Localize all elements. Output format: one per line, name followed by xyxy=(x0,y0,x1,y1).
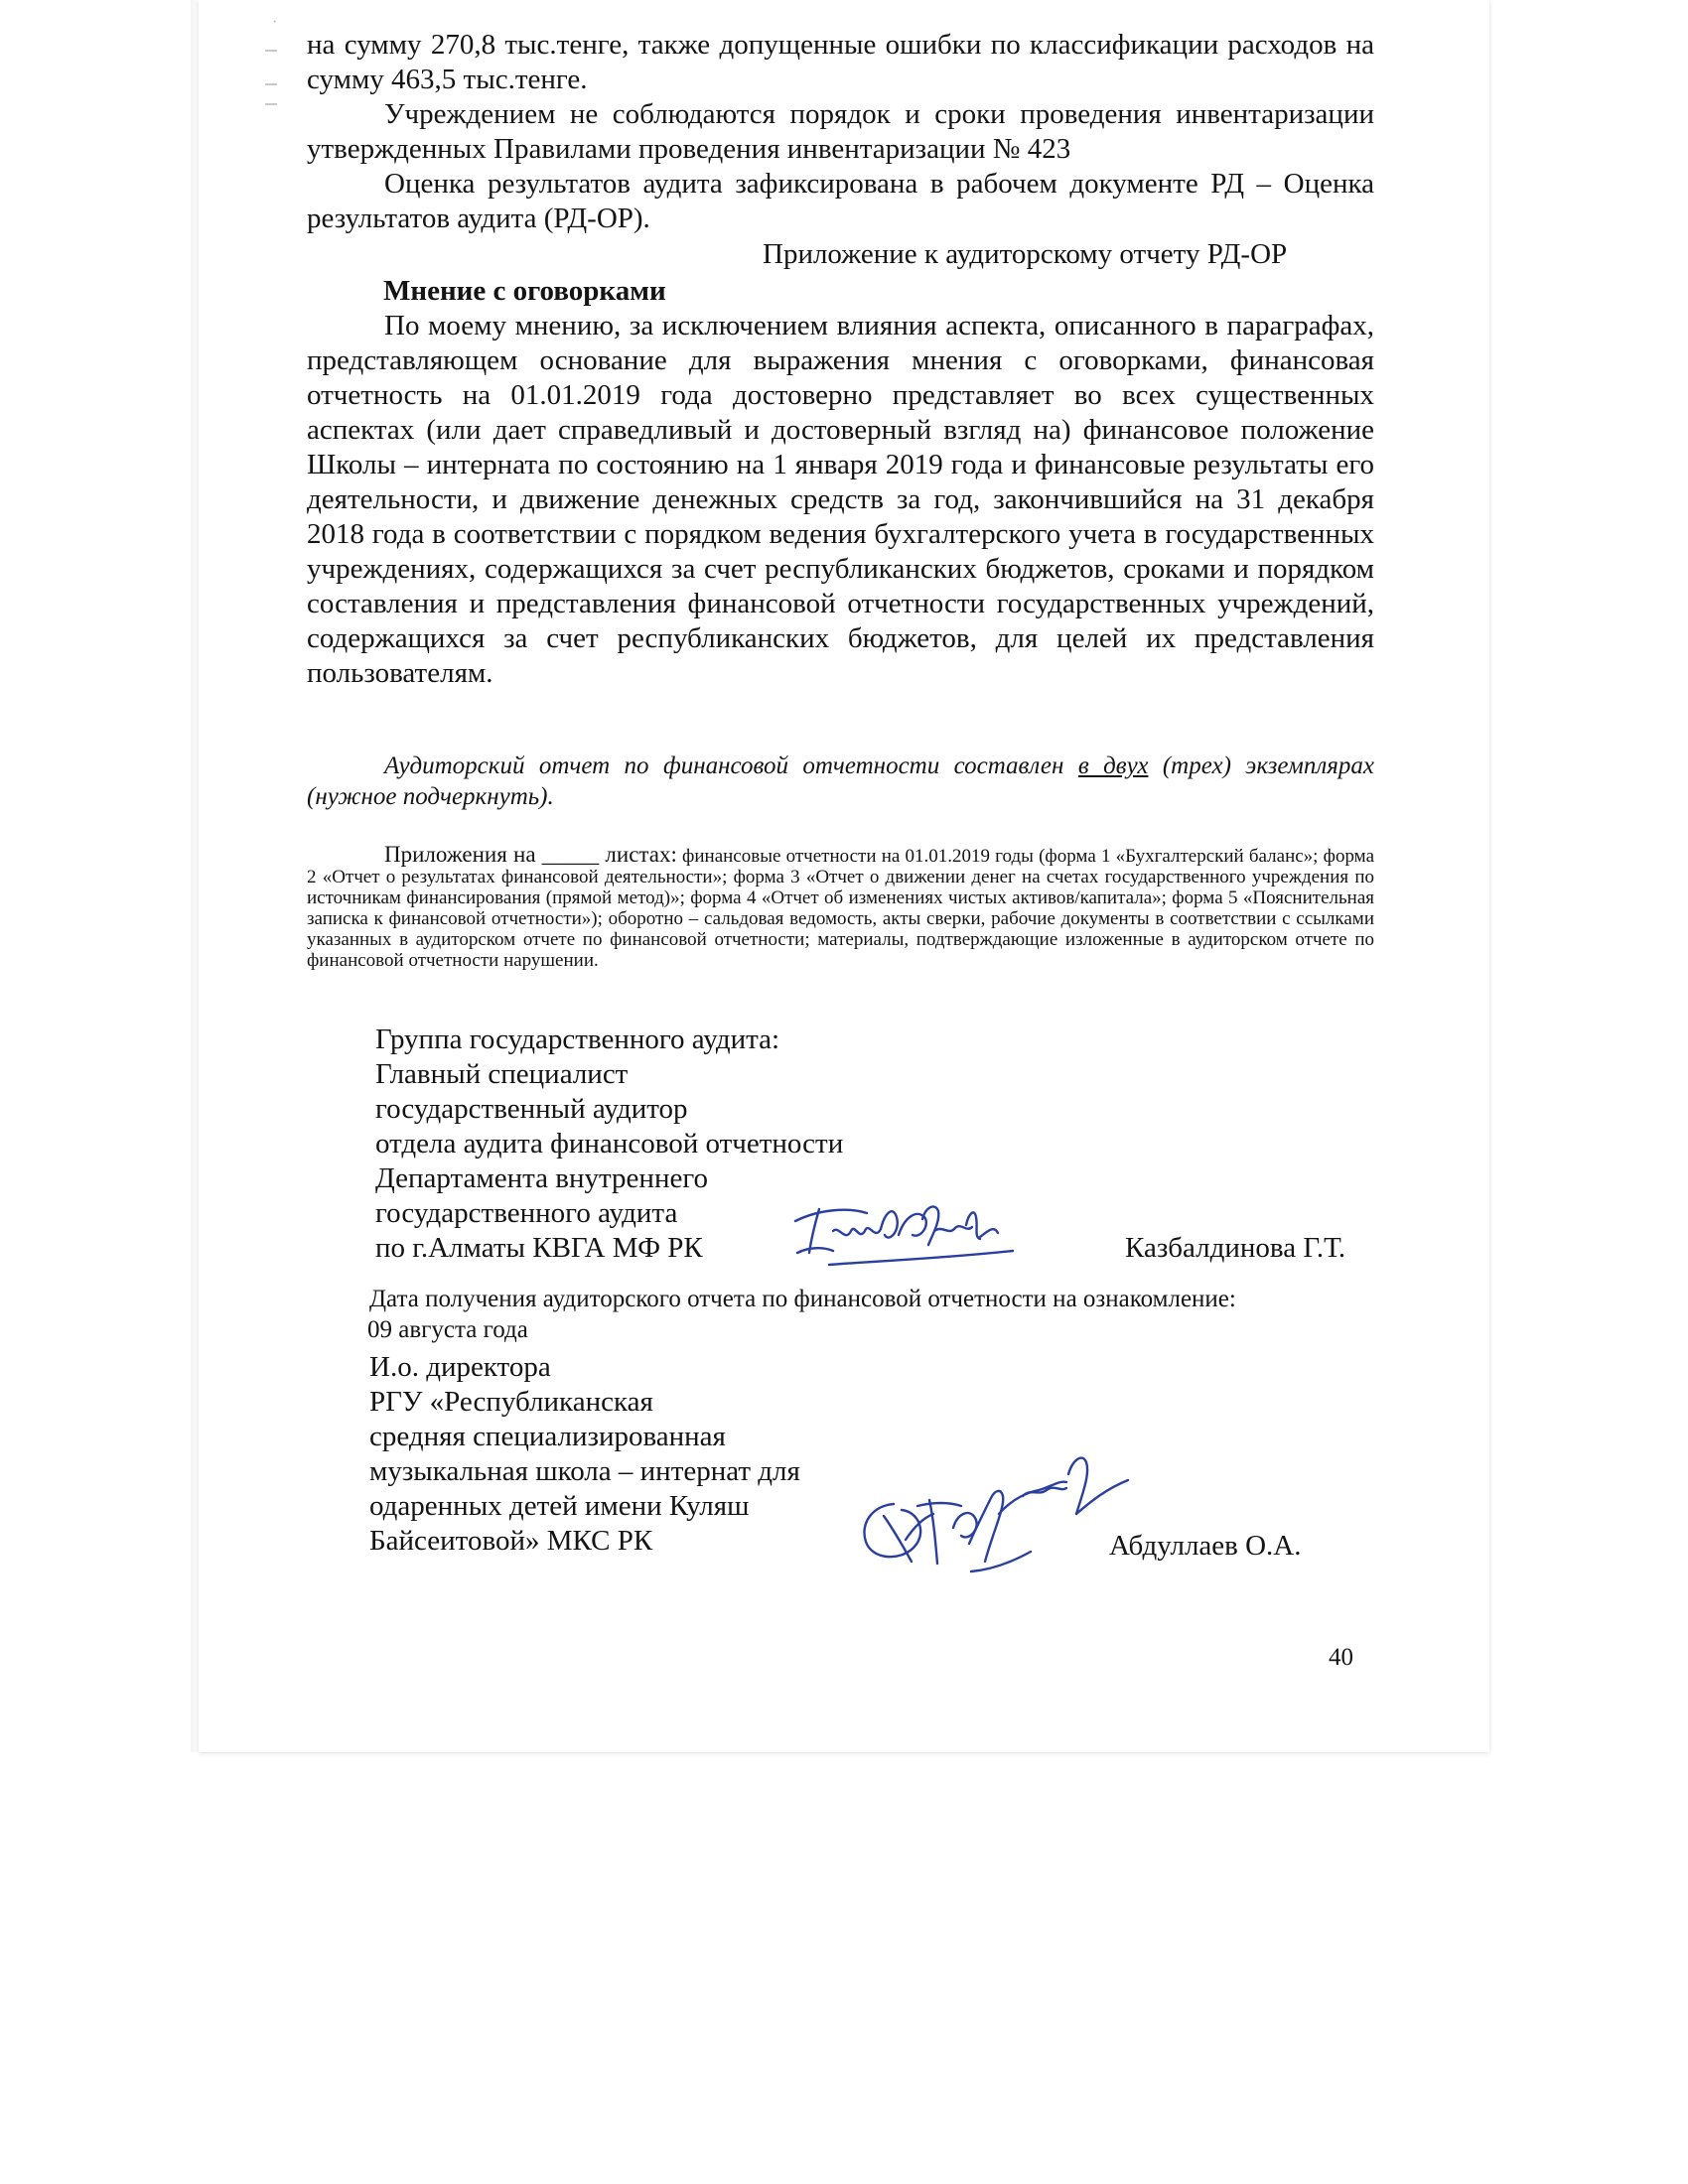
receipt-section xyxy=(369,1284,1236,1345)
director-name: Абдуллаев О.А. xyxy=(1109,1530,1302,1562)
margin-mark xyxy=(265,83,277,85)
opinion-section xyxy=(307,309,1374,691)
attachments-text: финансовые отчетности на 01.01.2019 годы (форма 1 «Бухгалтерский баланс»; форма 2 «Отчет о результатах финансовой деятельности»; форма 3 «Отчет о движении денег на счетах государственного учреждения по источникам финансирования (прямой метод)»; форма 4 «Отчет об изменениях чистых активов/капитала»; форма 5 «Пояснительная записка к финансовой отчетности»); оборотно – сальдовая ведомость, акты сверки, рабочие документы в соответствии с ссылками указанных в аудиторском отчете по финансовой отчетности; материалы, подтверждающие изложенные в аудиторском отчете по финансовой отчетности нарушении. xyxy=(307,846,1375,971)
auditor-line: Главный специалист xyxy=(375,1058,629,1090)
attachments-paragraph xyxy=(307,844,1374,971)
director-line: музыкальная школа – интернат для xyxy=(369,1455,800,1487)
copies-text-end: (трех) экземплярах (нужное подчеркнуть). xyxy=(307,752,1374,810)
director-line: РГУ «Республиканская xyxy=(369,1386,653,1418)
director-line: И.о. директора xyxy=(369,1351,551,1383)
margin-mark: · xyxy=(272,14,278,31)
attachments-lead: Приложения на _____ листах: xyxy=(384,842,677,867)
receipt-date: 09 августа года xyxy=(367,1316,528,1343)
director-line: одаренных детей имени Куляш xyxy=(369,1490,750,1522)
director-signature xyxy=(854,1444,1142,1583)
copies-paragraph xyxy=(307,751,1374,812)
paragraph-assessment: Оценка результатов аудита зафиксирована в рабочем документе РД – Оценка результатов аудита (РД-ОР). xyxy=(307,168,1374,234)
scan-edge xyxy=(191,0,199,1752)
auditor-line: государственного аудита xyxy=(375,1197,678,1229)
auditor-line: отдела аудита финансовой отчетности xyxy=(375,1128,844,1160)
page-number: 40 xyxy=(1329,1644,1353,1671)
attachments-note xyxy=(307,844,1374,971)
receipt-label: Дата получения аудиторского отчета по финансовой отчетности на ознакомление: xyxy=(369,1286,1236,1312)
auditor-line: по г.Алматы КВГА МФ РК xyxy=(375,1232,703,1264)
margin-mark xyxy=(265,50,277,52)
paragraph-opinion: По моему мнению, за исключением влияния аспекта, описанного в параграфах, представляющем основание для выражения мнения с оговорками, финансовая отчетность на 01.01.2019 года достоверно представляет во всех существенных аспектах (или дает справедливый и достоверный взгляд на) финансовое положение Школы – интерната по состоянию на 1 января 2019 года и финансовые результаты его деятельности, и движение денежных средств за год, закончившийся на 31 декабря 2018 года в соответствии с порядком ведения бухгалтерского учета в государственных учреждениях, содержащихся за счет республиканских бюджетов, сроками и порядком составления и представления финансовой отчетности государственных учреждений, содержащихся за счет республиканских бюджетов, для целей их представления пользователям. xyxy=(307,310,1374,689)
margin-mark xyxy=(265,103,277,105)
director-line: Байсеитовой» МКС РК xyxy=(369,1525,653,1557)
director-line: средняя специализированная xyxy=(369,1421,726,1452)
copies-text: Аудиторский отчет по финансовой отчетности составлен xyxy=(384,752,1078,779)
auditor-block xyxy=(375,1023,843,1266)
copies-note xyxy=(307,751,1374,812)
paragraph-inventory: Учреждением не соблюдаются порядок и сроки проведения инвентаризации утвержденных Правилами проведения инвентаризации № 423 xyxy=(307,98,1374,165)
director-block xyxy=(369,1350,800,1559)
body-upper xyxy=(307,28,1374,236)
section-heading: Мнение с оговорками xyxy=(383,275,666,307)
auditor-line: Группа государственного аудита: xyxy=(375,1024,780,1055)
appendix-reference: Приложение к аудиторскому отчету РД-ОР xyxy=(763,238,1288,270)
auditor-name: Казбалдинова Г.Т. xyxy=(1125,1232,1346,1264)
paragraph-amounts: на сумму 270,8 тыс.тенге, также допущенные ошибки по классификации расходов на сумму 463,5 тыс.тенге. xyxy=(307,29,1374,95)
auditor-signature xyxy=(789,1191,1018,1271)
auditor-line: Департамента внутреннего xyxy=(375,1162,709,1194)
auditor-line: государственный аудитор xyxy=(375,1093,688,1125)
copies-underlined: в двух xyxy=(1077,752,1149,779)
